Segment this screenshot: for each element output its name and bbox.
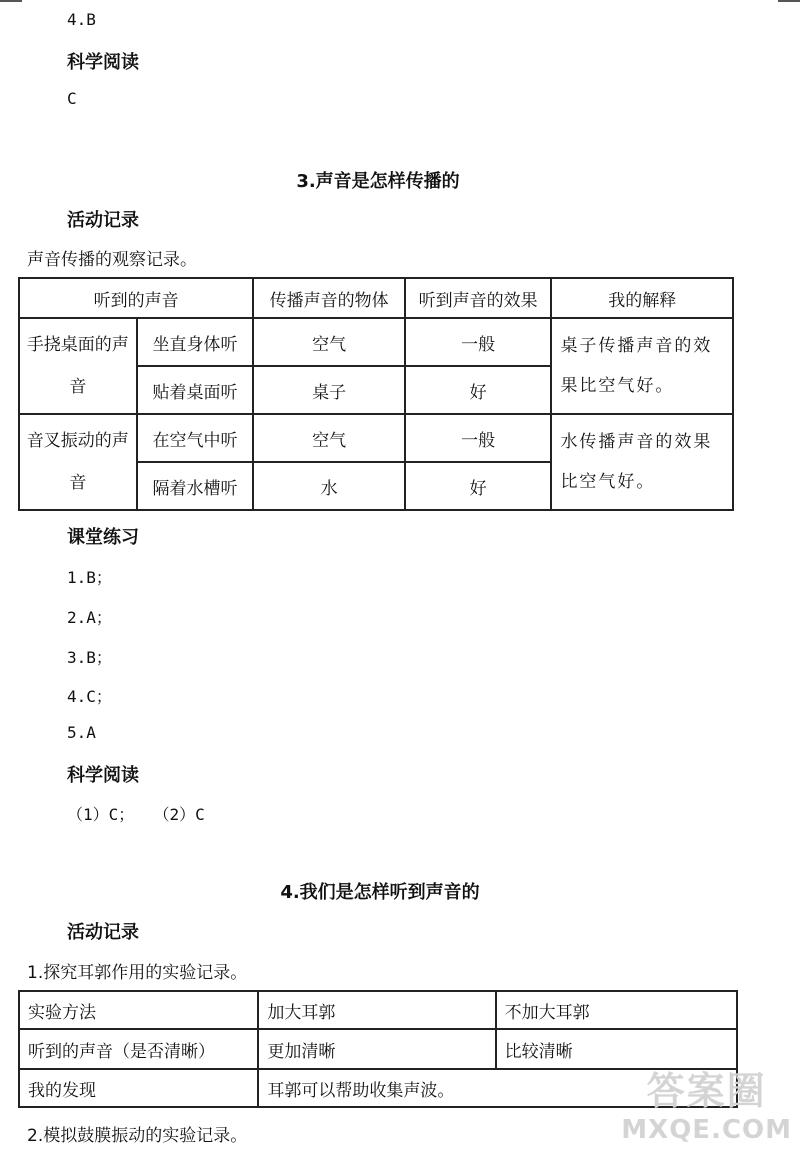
heard-no-enlarge: 比较清晰 bbox=[496, 1029, 737, 1069]
group1-row1-effect: 一般 bbox=[405, 318, 552, 366]
group1-row1-method: 坐直身体听 bbox=[137, 318, 254, 366]
page-edge-mark-left bbox=[0, 0, 22, 2]
header-medium: 传播声音的物体 bbox=[253, 278, 405, 318]
practice-answer-4: 4.C； bbox=[67, 687, 112, 706]
group1-sound: 手挠桌面的声音 bbox=[19, 318, 137, 414]
practice-answer-2: 2.A； bbox=[67, 608, 112, 627]
lesson4-title: 4.我们是怎样听到声音的 bbox=[280, 882, 480, 903]
method-no-enlarge: 不加大耳郭 bbox=[496, 991, 737, 1029]
group2-row2-method: 隔着水槽听 bbox=[137, 462, 254, 510]
lesson4-table-caption: 1.探究耳郭作用的实验记录。 bbox=[27, 963, 248, 983]
group2-row1-method: 在空气中听 bbox=[137, 414, 254, 462]
group1-explanation: 桌子传播声音的效果比空气好。 bbox=[551, 318, 733, 414]
watermark-line1: 答案圈 bbox=[646, 1069, 767, 1113]
finding-label: 我的发现 bbox=[19, 1069, 258, 1107]
practice-answer-5: 5.A bbox=[67, 723, 96, 742]
group2-explanation: 水传播声音的效果比空气好。 bbox=[551, 414, 733, 510]
group2-row2-effect: 好 bbox=[405, 462, 552, 510]
lesson4-next-caption: 2.模拟鼓膜振动的实验记录。 bbox=[27, 1126, 248, 1146]
heard-label: 听到的声音（是否清晰） bbox=[19, 1029, 258, 1069]
group1-row2-method: 贴着桌面听 bbox=[137, 366, 254, 414]
lesson3-reading-answers: （1）C； （2）C bbox=[67, 805, 205, 824]
practice-answer-3: 3.B； bbox=[67, 648, 112, 667]
group2-row2-medium: 水 bbox=[253, 462, 405, 510]
lesson3-activity-heading: 活动记录 bbox=[67, 210, 139, 231]
heard-enlarge: 更加清晰 bbox=[258, 1029, 495, 1069]
table-row bbox=[19, 318, 733, 366]
finding-value: 耳郭可以帮助收集声波。 bbox=[258, 1069, 737, 1107]
lesson3-table-caption: 声音传播的观察记录。 bbox=[27, 250, 197, 270]
sound-propagation-table bbox=[18, 277, 734, 511]
watermark-line2: MXQE.COM bbox=[621, 1115, 792, 1145]
answer-4: 4.B bbox=[67, 10, 96, 29]
lesson3-title: 3.声音是怎样传播的 bbox=[296, 171, 460, 192]
page-edge-mark-right bbox=[778, 0, 800, 2]
group1-row2-effect: 好 bbox=[405, 366, 552, 414]
practice-answer-1: 1.B； bbox=[67, 568, 112, 587]
reading-answer-top: C bbox=[67, 89, 77, 108]
method-label: 实验方法 bbox=[19, 991, 258, 1029]
header-effect: 听到声音的效果 bbox=[405, 278, 552, 318]
lesson3-practice-heading: 课堂练习 bbox=[67, 527, 139, 548]
header-sound: 听到的声音 bbox=[19, 278, 253, 318]
header-explanation: 我的解释 bbox=[551, 278, 733, 318]
table-header-row bbox=[19, 278, 733, 318]
reading-heading-top: 科学阅读 bbox=[67, 52, 139, 73]
group1-row2-medium: 桌子 bbox=[253, 366, 405, 414]
lesson4-activity-heading: 活动记录 bbox=[67, 922, 139, 943]
table-row bbox=[19, 414, 733, 462]
group2-row1-effect: 一般 bbox=[405, 414, 552, 462]
lesson3-reading-heading: 科学阅读 bbox=[67, 765, 139, 786]
group2-row1-medium: 空气 bbox=[253, 414, 405, 462]
group2-sound: 音叉振动的声音 bbox=[19, 414, 137, 510]
watermark-logo bbox=[621, 1060, 792, 1145]
table-row bbox=[19, 991, 737, 1029]
method-enlarge: 加大耳郭 bbox=[258, 991, 495, 1029]
group1-row1-medium: 空气 bbox=[253, 318, 405, 366]
